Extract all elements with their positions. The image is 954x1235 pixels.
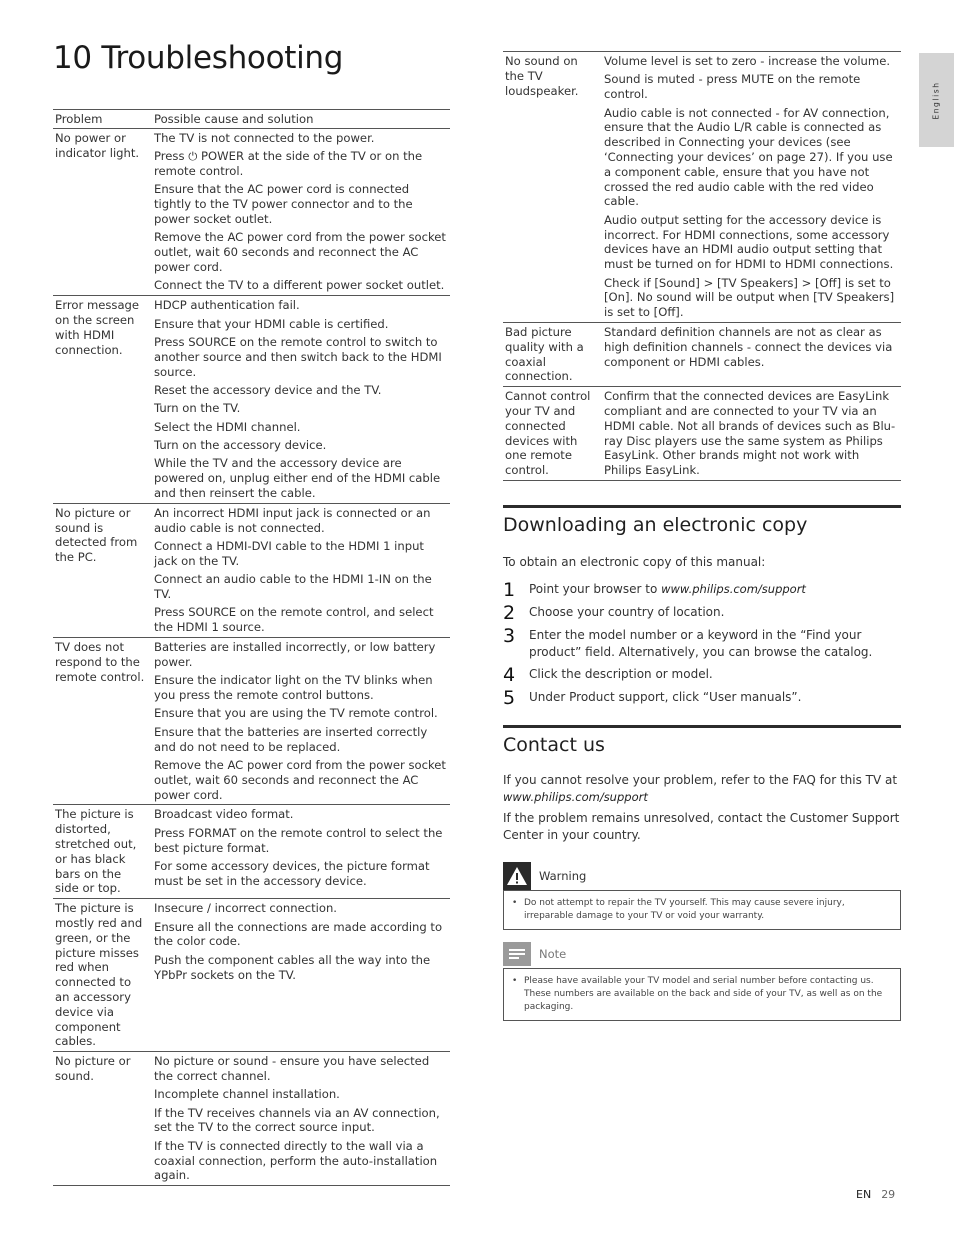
problem-cell: Error message on the screen with HDMI connection. [53, 296, 152, 504]
download-step [503, 666, 901, 684]
solution-item: No picture or sound - ensure you have selected the correct channel. [154, 1054, 430, 1083]
solution-item: Turn on the accessory device. [154, 438, 327, 453]
header-solution: Possible cause and solution [152, 110, 450, 129]
page-title: 10 Troubleshooting [53, 40, 344, 76]
warning-box [503, 890, 901, 930]
step-text: Click the description or model. [529, 667, 713, 681]
solution-cell [152, 503, 450, 637]
note-header [503, 940, 901, 968]
table-row [53, 296, 450, 504]
solution-item: Remove the AC power cord from the power socket outlet, wait 60 seconds and reconnect the AC power cord. [154, 757, 446, 802]
step-text-wrap [529, 604, 724, 622]
step-text-wrap [529, 689, 801, 707]
solution-cell [152, 805, 450, 899]
troubleshooting-table-continued [503, 51, 901, 481]
page-footer [856, 1188, 895, 1201]
step-text-wrap [529, 581, 806, 599]
solution-item: Press ⏻ POWER at the side of the TV or on the remote control. [154, 149, 423, 178]
solution-item: Ensure that the AC power cord is connected tightly to the TV power connector and to the power socket outlet. [154, 182, 413, 226]
step-text: Enter the model number or a keyword in the “Find your product” field. Alternatively, you can browse the catalog. [529, 628, 873, 659]
note-icon [503, 942, 531, 966]
contact-paragraph-2: If the problem remains unresolved, contact the Customer Support Center in your country. [503, 811, 900, 842]
download-section [503, 505, 901, 712]
solution-item: Press SOURCE on the remote control to switch to another source and then switch back to the HDMI source. [154, 334, 442, 379]
solution-item: Select the HDMI channel. [154, 419, 301, 434]
problem-cell: No picture or sound is detected from the PC. [53, 503, 152, 637]
support-link[interactable]: www.philips.com/support [503, 790, 648, 804]
solution-item: While the TV and the accessory device are powered on, unplug either end of the HDMI cable and then reinsert the cable. [154, 456, 441, 501]
problem-cell: No sound on the TV loudspeaker. [503, 52, 602, 323]
solution-item: An incorrect HDMI input jack is connected or an audio cable is not connected. [154, 505, 431, 535]
step-text: Choose your country of location. [529, 605, 725, 619]
table-row [503, 322, 901, 386]
table-row [53, 638, 450, 805]
solution-item: Reset the accessory device and the TV. [154, 382, 382, 397]
problem-cell: No picture or sound. [53, 1052, 152, 1186]
section-divider [503, 725, 901, 728]
solution-item: Press FORMAT on the remote control to select the best picture format. [154, 825, 443, 855]
problem-cell: Cannot control your TV and connected devices with one remote control. [503, 387, 602, 481]
table-row [53, 1052, 450, 1186]
download-step [503, 581, 901, 599]
contact-heading: Contact us [503, 734, 605, 756]
language-label: English [932, 80, 941, 120]
solution-cell [602, 387, 901, 481]
table-row [53, 805, 450, 899]
table-row [503, 52, 901, 323]
warning-callout [503, 862, 901, 930]
solution-item: Audio cable is not connected - for AV connection, ensure that the Audio L/R cable is connected as described in Connecting your devices (see ‘Connecting your devices’ on page 27). If you use a component cable, ensure that you have not crossed the red audio cable with the red video cable. [604, 105, 893, 209]
download-step [503, 689, 901, 707]
support-link[interactable]: www.philips.com/support [661, 582, 806, 596]
solution-cell [152, 899, 450, 1052]
note-label: Note [539, 947, 567, 961]
solution-item: Turn on the TV. [154, 401, 241, 416]
bullet: • [512, 898, 518, 908]
solution-item: The TV is not connected to the power. [154, 130, 375, 145]
solution-item: HDCP authentication fail. [154, 298, 300, 313]
page-number: 29 [881, 1188, 896, 1201]
solution-item: Ensure that the batteries are inserted correctly and do not need to be replaced. [154, 724, 428, 754]
solution-cell [602, 52, 901, 323]
header-problem: Problem [53, 110, 152, 129]
warning-header [503, 862, 901, 890]
table-row [53, 128, 450, 295]
step-number: 5 [503, 687, 516, 709]
step-number: 3 [503, 625, 516, 647]
solution-item: Batteries are installed incorrectly, or low battery power. [154, 640, 436, 669]
footer-language: EN [856, 1188, 872, 1201]
contact-section [503, 725, 901, 844]
solution-item: Audio output setting for the accessory device is incorrect. For HDMI connections, some accessory devices have an HDMI audio output setting that must be turned on for HDMI to HDMI connections. [604, 212, 894, 272]
solution-item: Ensure that you are using the TV remote control. [154, 706, 438, 721]
download-step [503, 604, 901, 622]
solution-item: Insecure / incorrect connection. [154, 901, 337, 916]
note-text: Please have available your TV model and serial number before contacting us. These numbers are available on the back and side of your TV, as well as on the packaging. [524, 976, 883, 1012]
solution-item: Volume level is set to zero - increase the volume. [604, 54, 891, 68]
table-row [503, 387, 901, 481]
warning-icon [503, 862, 531, 890]
solution-item: Connect an audio cable to the HDMI 1-IN on the TV. [154, 572, 432, 602]
contact-text: If you cannot resolve your problem, refer to the FAQ for this TV at [503, 773, 898, 787]
bullet: • [512, 976, 518, 986]
step-text: Under Product support, click “User manuals”. [529, 690, 802, 704]
problem-cell: No power or indicator light. [53, 128, 152, 295]
table-row [53, 899, 450, 1052]
solution-item: Connect a HDMI-DVI cable to the HDMI 1 input jack on the TV. [154, 539, 424, 568]
warning-label: Warning [539, 869, 587, 883]
solution-item: Confirm that the connected devices are EasyLink compliant and are connected to your TV via an HDMI cable. Not all brands of devices such as Blu-ray Disc players use the same system as Philips EasyLink. Other brands might not work with Philips EasyLink. [604, 389, 896, 478]
troubleshooting-table [53, 109, 450, 1186]
download-heading: Downloading an electronic copy [503, 514, 808, 536]
solution-item: For some accessory devices, the picture format must be set in the accessory device. [154, 858, 430, 888]
contact-paragraph-1 [503, 772, 901, 806]
section-divider [503, 505, 901, 508]
solution-item: If the TV receives channels via an AV connection, set the TV to the correct source input. [154, 1105, 440, 1135]
problem-cell: Bad picture quality with a coaxial connection. [503, 322, 602, 386]
step-text: Point your browser to [529, 582, 662, 596]
solution-item: Push the component cables all the way into the YPbPr sockets on the TV. [154, 952, 431, 982]
step-number: 1 [503, 579, 516, 601]
solution-cell [152, 296, 450, 504]
solution-item: Ensure that your HDMI cable is certified. [154, 316, 389, 331]
solution-item: Standard definition channels are not as clear as high definition channels - connect the devices via component or HDMI cables. [604, 324, 893, 369]
problem-cell: The picture is mostly red and green, or the picture misses red when connected to an accessory device via component cables. [53, 899, 152, 1052]
solution-item: Ensure the indicator light on the TV blinks when you press the remote control buttons. [154, 673, 433, 702]
solution-item: Incomplete channel installation. [154, 1087, 340, 1102]
warning-text: Do not attempt to repair the TV yourself. This may cause severe injury, irreparable damage to your TV or void your warranty. [524, 898, 845, 921]
download-steps [503, 581, 901, 707]
solution-cell [152, 128, 450, 295]
solution-item: Ensure all the connections are made according to the color code. [154, 919, 443, 949]
note-callout [503, 940, 901, 1021]
solution-item: Broadcast video format. [154, 807, 294, 822]
solution-item: Sound is muted - press MUTE on the remote control. [604, 72, 861, 102]
problem-cell: TV does not respond to the remote control. [53, 638, 152, 805]
solution-item: Check if [Sound] > [TV Speakers] > [Off] is set to [On]. No sound will be output when [TV Speakers] is set to [Off]. [604, 275, 895, 320]
language-side-tab [919, 53, 954, 147]
solution-item: Remove the AC power cord from the power socket outlet, wait 60 seconds and reconnect the AC power cord. [154, 230, 446, 274]
table-header-row [53, 110, 450, 129]
problem-cell: The picture is distorted, stretched out, or has black bars on the side or top. [53, 805, 152, 899]
solution-cell [152, 1052, 450, 1186]
step-text-wrap [529, 666, 713, 684]
download-intro: To obtain an electronic copy of this manual: [503, 555, 766, 569]
solution-item: If the TV is connected directly to the wall via a coaxial connection, perform the auto-installation again. [154, 1138, 438, 1183]
step-number: 4 [503, 664, 516, 686]
solution-cell [602, 322, 901, 386]
table-row [53, 503, 450, 637]
download-step [503, 627, 901, 661]
step-number: 2 [503, 602, 516, 624]
solution-item: Connect the TV to a different power socket outlet. [154, 278, 445, 293]
solution-item: Press SOURCE on the remote control, and select the HDMI 1 source. [154, 605, 434, 635]
note-box [503, 968, 901, 1021]
solution-cell [152, 638, 450, 805]
step-text-wrap [529, 627, 901, 661]
